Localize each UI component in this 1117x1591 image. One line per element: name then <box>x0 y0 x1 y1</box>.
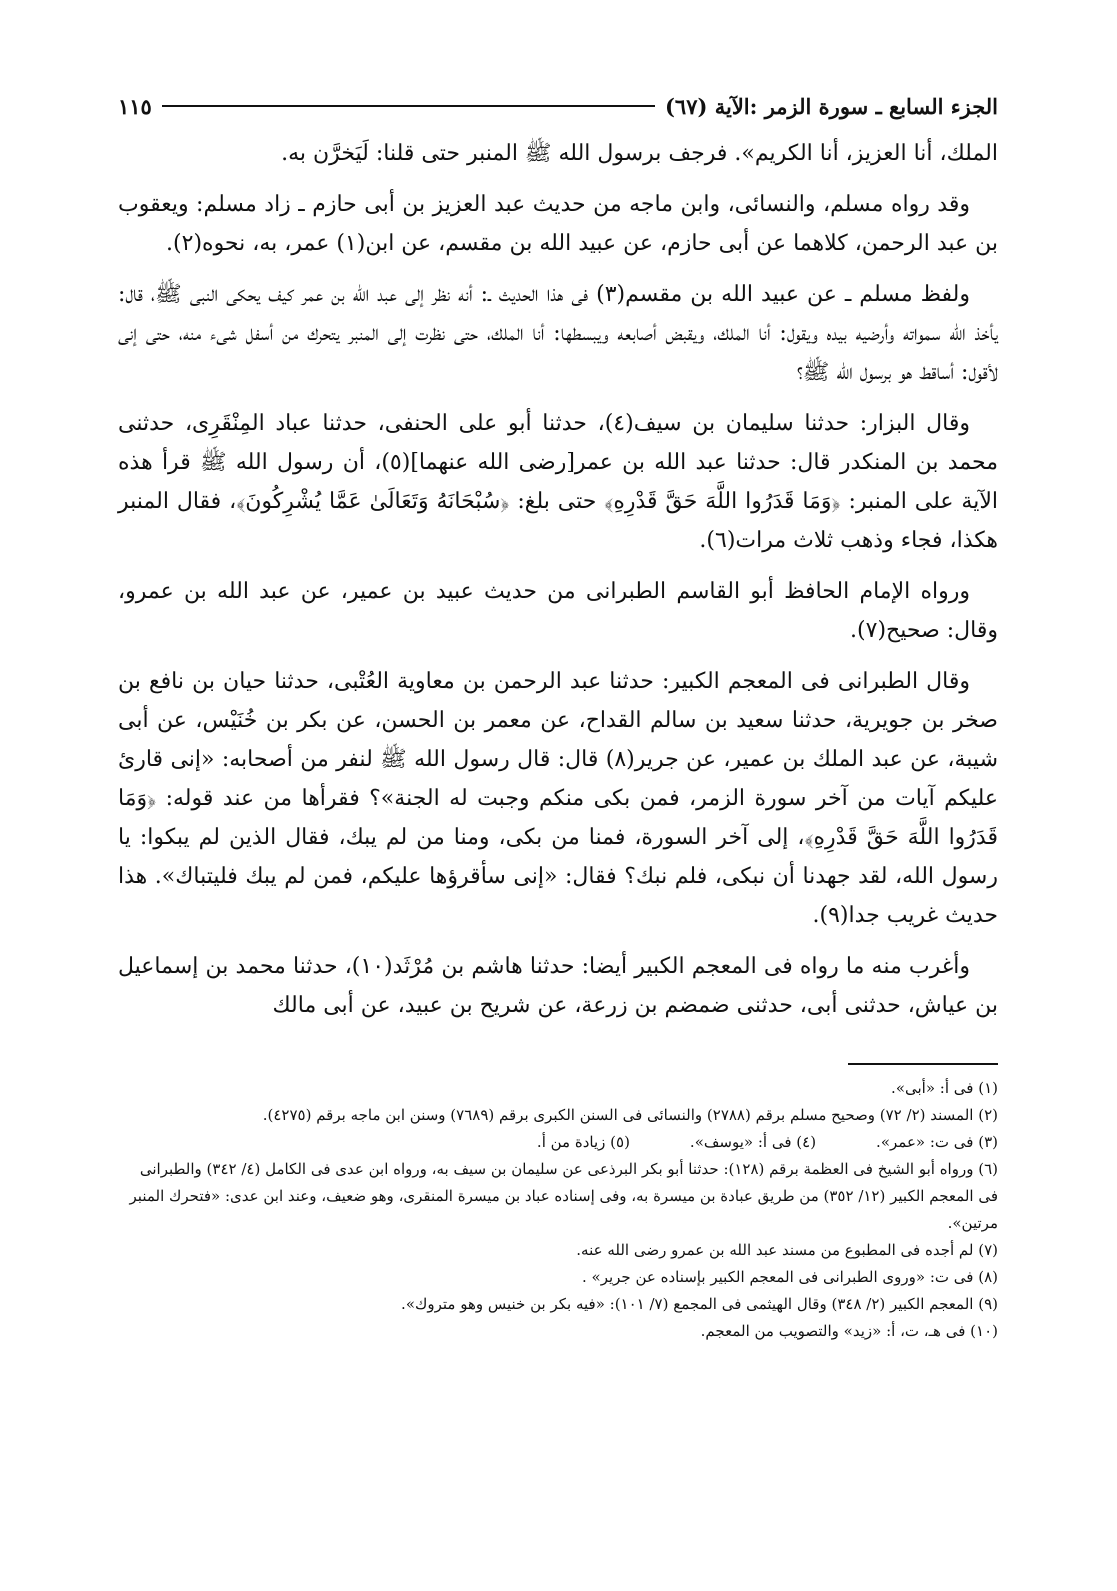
paragraph: وقال البزار: حدثنا سليمان بن سيف(٤)، حدثنا أبو على الحنفى، حدثنا عباد المِنْقَرِى، حدثنى محمد بن المنكدر قال: حدثنا عبد الله بن عمر[رضى الله عنهما](٥)، أن رسول الله ﷺ قرأ هذه الآية على المنبر: ﴿وَمَا قَدَرُوا اللَّهَ حَقَّ قَدْرِهِ﴾ حتى بلغ: ﴿سُبْحَانَهُ وَتَعَالَىٰ عَمَّا يُشْرِكُونَ﴾، فقال المنبر هكذا، فجاء وذهب ثلاث مرات(٦). <box>118 411 999 553</box>
paragraph: وأغرب منه ما رواه فى المعجم الكبير أيضا: حدثنا هاشم بن مُرْثَد(١٠)، حدثنا محمد بن إسماعيل بن عياش، حدثنى أبى، حدثنى ضمضم بن زرعة، عن شريح بن عبيد، عن أبى مالك <box>118 954 998 1018</box>
paragraph: الملك، أنا العزيز، أنا الكريم». فرجف برسول الله ﷺ المنبر حتى قلنا: لَيَخرَّن به. <box>281 141 998 166</box>
paragraph: وقد رواه مسلم، والنسائى، وابن ماجه من حديث عبد العزيز بن أبى حازم ـ زاد مسلم: ويعقوب بن عبد الرحمن، كلاهما عن أبى حازم، عن عبيد الله بن مقسم، عن ابن(١) عمر، به، نحوه(٢). <box>118 192 998 256</box>
footnote-2: (٢) المسند (٢/ ٧٢) وصحيح مسلم برقم (٢٧٨٨) والنسائى فى السنن الكبرى برقم (٧٦٨٩) وسنن ابن ماجه برقم (٤٢٧٥). <box>262 1106 998 1124</box>
paragraph: ولفظ مسلم ـ عن عبيد الله بن مقسم(٣) فى هذا الحديث ـ: أنه نظر إلى عبد الله بن عمر كيف يحكى النبى ﷺ، قال: يأخذ الله سمواته وأرضيه بيده ويقول: أنا الملك، ويقبض أصابعه ويبسطها: أنا الملك، حتى نظرت إلى المنبر يتحرك من أسفل شىء منه، حتى إنى لأقول: أساقط هو برسول الله ﷺ؟ <box>118 282 998 385</box>
paragraph: وقال الطبرانى فى المعجم الكبير: حدثنا عبد الرحمن بن معاوية العُتْبى، حدثنا حيان بن نافع بن صخر بن جويرية، حدثنا سعيد بن سالم القداح، عن معمر بن الحسن، عن بكر بن خُنَيْس، عن أبى شيبة، عن عبد الملك بن عمير، عن جرير(٨) قال: قال رسول الله ﷺ لنفر من أصحابه: «إنى قارئ عليكم آيات من آخر سورة الزمر، فمن بكى منكم وجبت له الجنة»؟ فقرأها من عند قوله: ﴿وَمَا قَدَرُوا اللَّهَ حَقَّ قَدْرِهِ﴾، إلى آخر السورة، فمنا من بكى، ومنا من لم يبك، فقال الذين لم يبكوا: يا رسول الله، لقد جهدنا أن نبكى، فلم نبك؟ فقال: «إنى سأقرؤها عليكم، فمن لم يبك فليتباك». هذا حديث غريب جدا(٩). <box>118 669 999 928</box>
paragraph: ورواه الإمام الحافظ أبو القاسم الطبرانى من حديث عبيد بن عمير، عن عبد الله بن عمرو، وقال: صحيح(٧). <box>118 579 998 643</box>
footnote-1: (١) فى أ: «أبى». <box>891 1079 998 1097</box>
footnote-6: (٦) ورواه أبو الشيخ فى العظمة برقم (١٢٨): حدثنا أبو بكر البرذعى عن سليمان بن سيف به، ورواه ابن عدى فى الكامل (٤/ ٣٤٢) والطبرانى فى المعجم الكبير (١٢/ ٣٥٢) من طريق عبادة بن ميسرة به، وفى إسناده عباد بن ميسرة المنقرى، وهو ضعيف، وعند ابن عدى: «فتحرك المنبر مرتين». <box>129 1160 998 1232</box>
footnote-3: (٣) فى ت: «عمر». <box>876 1133 998 1151</box>
footnote-4: (٤) فى أ: «يوسف». <box>689 1133 817 1151</box>
header-title: الجزء السابع ـ سورة الزمر :الآية (٦٧) <box>664 93 998 119</box>
running-header <box>118 88 998 124</box>
footnotes <box>118 1075 998 1345</box>
footnote-separator <box>848 1063 998 1065</box>
footnote-row-3-5 <box>118 1129 998 1156</box>
header-rule <box>162 105 655 107</box>
book-page <box>118 88 998 1345</box>
footnote-10: (١٠) فى هـ، ت، أ: «زيد» والتصويب من المعجم. <box>700 1322 998 1340</box>
footnote-7: (٧) لم أجده فى المطبوع من مسند عبد الله بن عمرو رضى الله عنه. <box>576 1241 998 1259</box>
footnote-9: (٩) المعجم الكبير (٢/ ٣٤٨) وقال الهيثمى فى المجمع (٧/ ١٠١): «فيه بكر بن خنيس وهو متروك». <box>401 1295 998 1313</box>
footnote-8: (٨) فى ت: «وروى الطبرانى فى المعجم الكبير بإسناده عن جرير» . <box>581 1268 998 1286</box>
footnote-separator-holder <box>118 1037 998 1071</box>
main-text <box>118 134 998 1025</box>
footnote-5: (٥) زيادة من أ. <box>536 1133 630 1151</box>
page-number: ١١٥ <box>118 93 152 119</box>
